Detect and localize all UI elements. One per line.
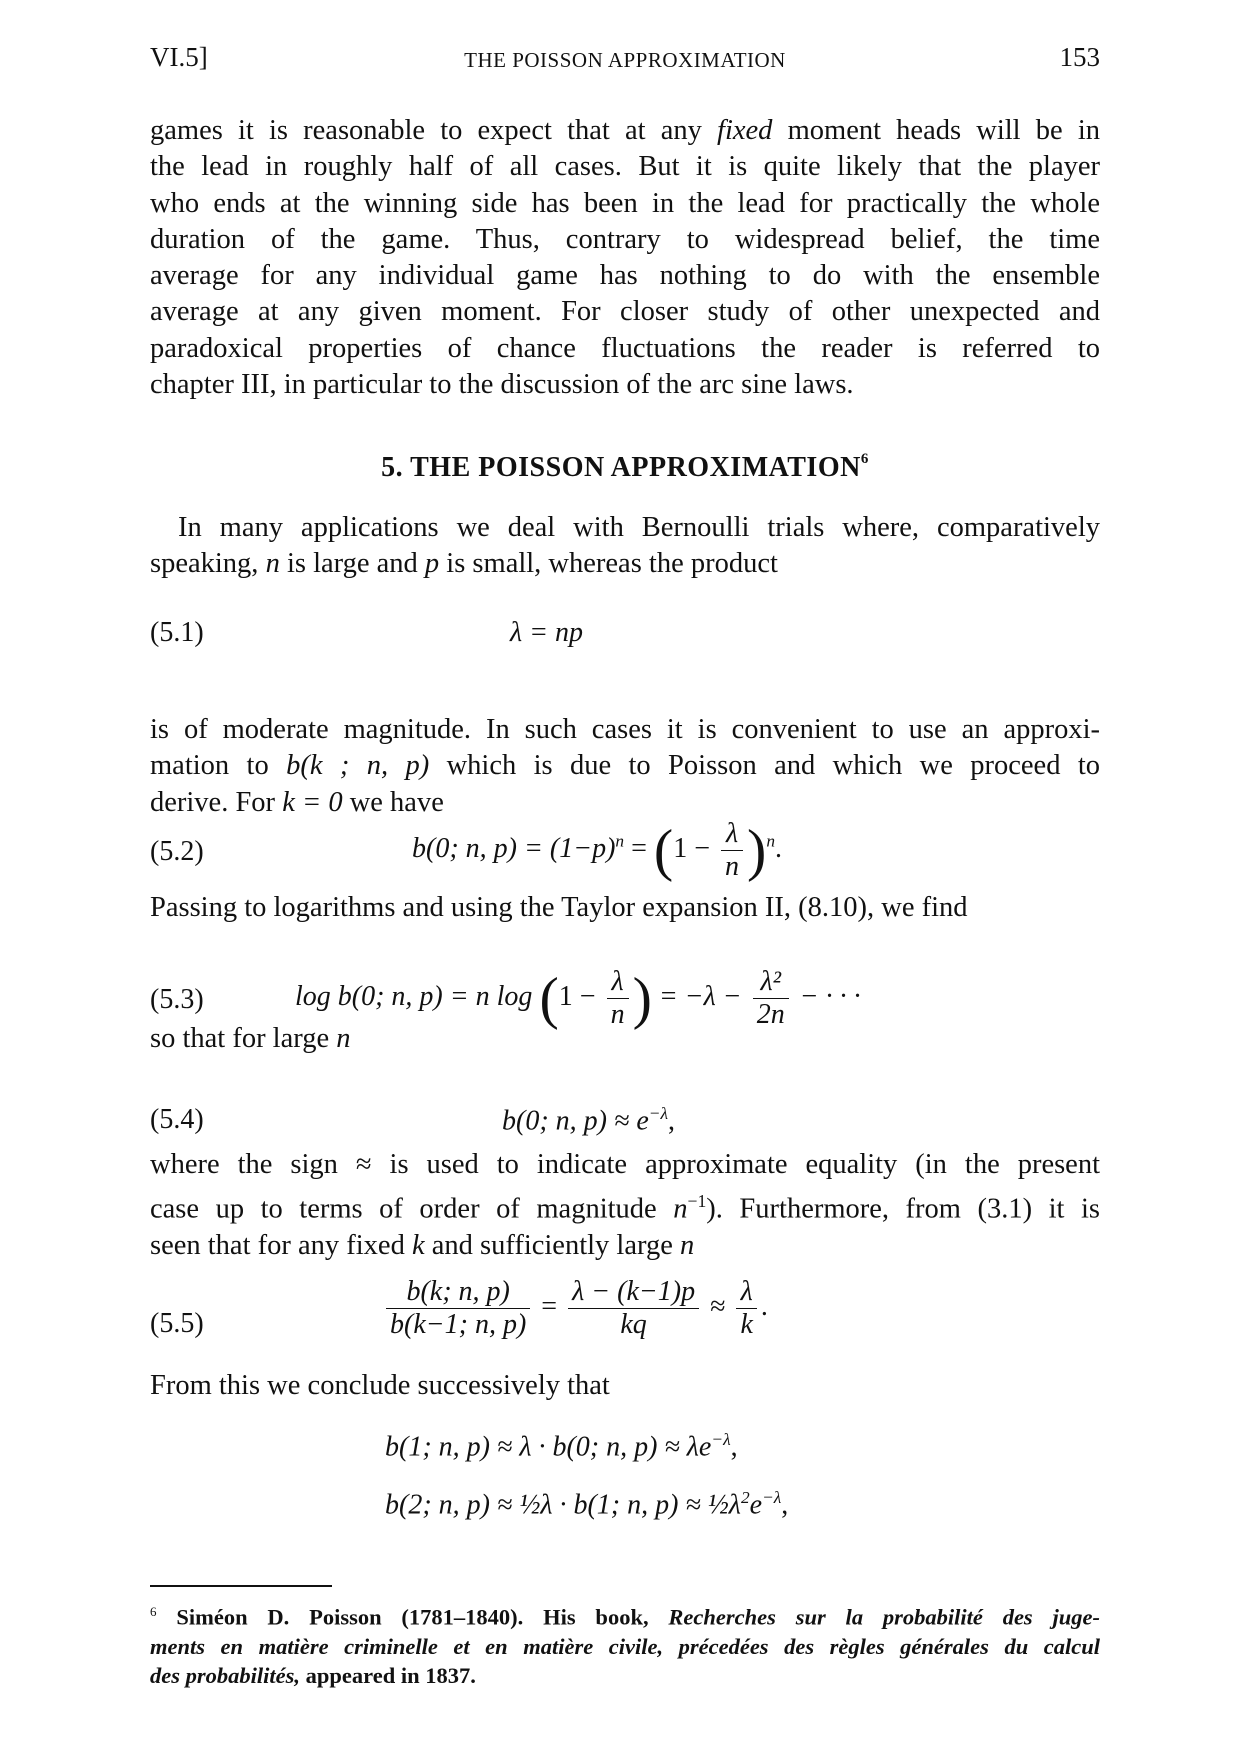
page-number: 153 [1059, 42, 1100, 72]
section-reference: VI.5] [150, 42, 208, 72]
equation-b2: b(2; n, p) ≈ ½λ · b(1; n, $p) \approx \frac{1}{2}\lambda^2e^{-\lambda}$, [385, 1488, 789, 1521]
paragraph-intro: games it is reasonable to expect that at any fixed moment heads will be in the lead in roughly half of all cases. But it is quite likely that the player who ends at the winning side has been in the lead for practically the whole duration of the game. Thus, contrary to widespread belief, the time average for any individual game has nothing to do with the ensemble average at any given moment. For closer study of other unexpected and paradoxical properties of chance fluctuations the reader is referred to chapter III, in particular to the discussion of the arc sine laws. [150, 115, 1100, 401]
paragraph-bernoulli: In many applications we deal with Bernoulli trials where, comparatively speaking, n is large and p is small, whereas the product [150, 512, 1100, 580]
running-title: THE POISSON APPROXIMATION [464, 48, 786, 72]
footnote: $^6$ Siméon D. Poisson (1781–1840). His book, Recherches sur la probabilité des juge- ments en matière criminelle et en matière civile, précedées des règles générales du calcul des probabilités, appeared in 1837. [150, 1604, 1101, 1688]
equation-5-3: (5.3) log b(0; n, p) = n log (1 − $\frac{\lambda}{n}$ ) = −λ − $\frac{\text{λ²}}{2n}$ − · · · [150, 965, 861, 1031]
equation-label: (5.1) [150, 617, 204, 648]
running-header [150, 42, 1100, 82]
section-heading: 5. THE POISSON APPROXIMATION$^6$ [381, 450, 869, 483]
paragraph-conclusion: From this we conclude successively that [150, 1370, 610, 1401]
paragraph-approx-equality: where the sign ≈ is used to indicate approximate equality (in the present case up to terms of order of magnitude $n^{-1}$). Furthermore, from (3.1) it is seen that for any fixed k and sufficiently large n [150, 1149, 1101, 1262]
paragraph-logarithms: Passing to logarithms and using the Taylor expansion II, (8.10), we find [150, 892, 968, 923]
equation-b1: b(1; n, p) ≈ λ · b(0; n, $p) \approx \lambda e^{-\lambda}$, [385, 1430, 738, 1463]
equation-5-1: (5.1) λ = np [150, 617, 584, 648]
paragraph-large-n: so that for large n [150, 1023, 351, 1054]
emphasis-fixed: fixed [717, 115, 773, 146]
footnote-marker: 6 [860, 450, 869, 467]
equation-5-5: (5.5) $\frac{b(k; n, p)}{b(k-1; n, p)}$ = $\frac{\lambda - (k-1)p}{kq}$ ≈ $\frac{\lambda}{k}$ . [150, 1276, 768, 1340]
equation-label: (5.3) [150, 984, 204, 1015]
paragraph-approximation: is of moderate magnitude. In such cases it is convenient to use an approxi- mation to b(k ; n, p) which is due to Poisson and which we proceed to derive. For k = 0 we have [150, 714, 1101, 818]
footnote-rule [150, 1585, 332, 1587]
footnote-number: 6 [150, 1604, 157, 1619]
equation-label: (5.5) [150, 1308, 204, 1339]
equation-label: (5.4) [150, 1104, 204, 1135]
equation-5-2: (5.2) b(0; n, $p) = (1-p)^n = (1$ − $\frac{\lambda}{n}$ )$^n$. [150, 817, 783, 883]
equation-5-4: (5.4) b(0; n, $p) \approx e^{-\lambda}$, [150, 1104, 676, 1137]
equation-label: (5.2) [150, 836, 204, 867]
